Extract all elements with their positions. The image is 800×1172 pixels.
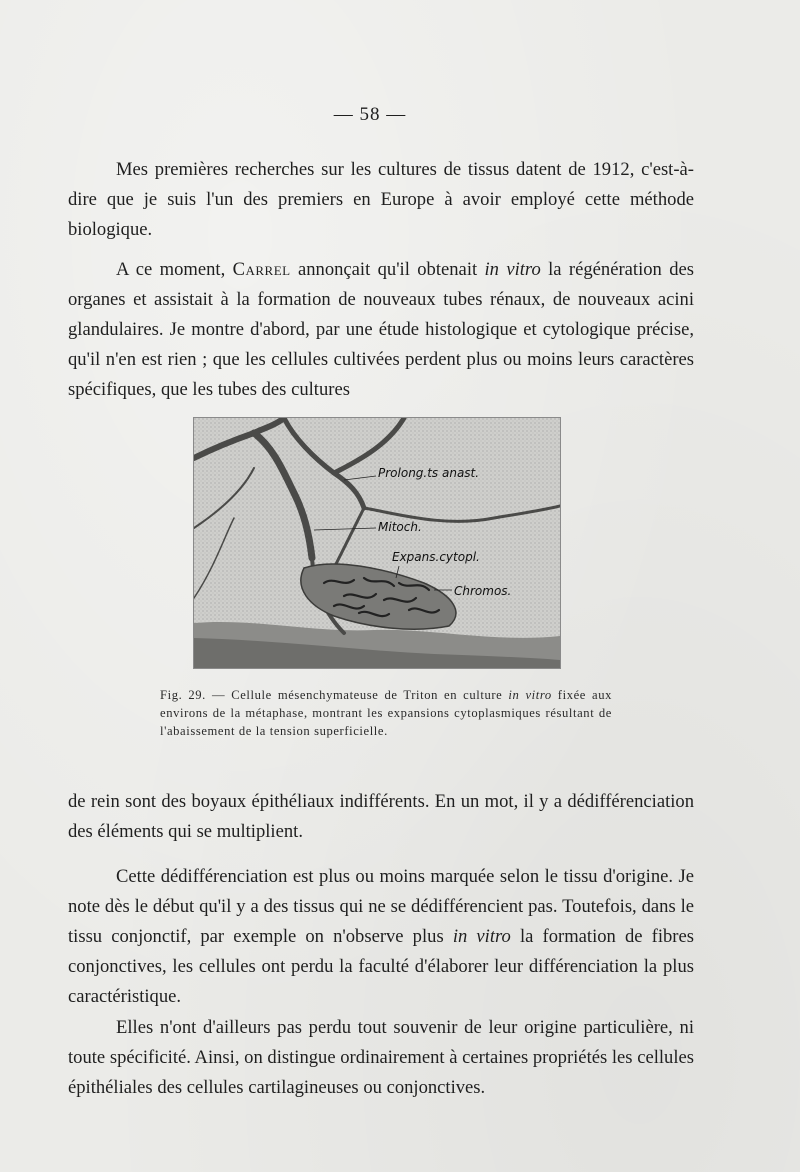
paragraph-5-text: Elles n'ont d'ailleurs pas perdu tout souvenir de leur origine particulière, ni toute spécificité. Ainsi, on distingue ordinairement à certaines propriétés les cellules épithéliales des cellules cartilagineuses ou conjonctives.: [68, 1017, 694, 1098]
paragraph-1-text: Mes premières recherches sur les cultures de tissus datent de 1912, c'est-à-dire que je suis l'un des premiers en Europe à avoir employé cette méthode biologique.: [68, 159, 694, 240]
paragraph-2-text-b: annonçait qu'il obtenait: [290, 259, 485, 280]
page-number: — 58 —: [333, 104, 407, 125]
figure-cell-micrograph: [193, 417, 561, 669]
paragraph-5: [68, 1013, 694, 1103]
label-expans-cytopl: Expans.cytopl.: [392, 550, 480, 564]
paragraph-2-text-a: A ce moment,: [116, 259, 233, 280]
author-name-carrel: Carrel: [232, 259, 291, 280]
paragraph-2: [68, 255, 694, 405]
label-mitoch: Mitoch.: [378, 520, 422, 534]
paragraph-4-text-a: Cette dédifférenciation est plus ou moins marquée selon le tissu d'origine. Je note dès le début qu'il y a des tissus qui ne se dédifférencient pas. Toutefois, dans le tissu conjonctif, par exemple on n'observe plus: [68, 866, 694, 947]
paragraph-2-italic: in vitro: [484, 259, 541, 280]
paragraph-3-text: de rein sont des boyaux épithéliaux indifférents. En un mot, il y a dédifférenciation des éléments qui se multiplient.: [68, 791, 694, 842]
paragraph-4: [68, 862, 694, 1012]
caption-text-a: Fig. 29. — Cellule mésenchymateuse de Triton en culture: [160, 688, 509, 702]
paragraph-3: [68, 787, 694, 847]
paragraph-1: [68, 155, 694, 245]
paragraph-4-italic: in vitro: [452, 926, 511, 947]
caption-text-b: fixée aux environs de la métaphase, montrant les expansions cytoplasmiques résultant de l'abaissement de la tension superficielle.: [160, 688, 613, 738]
label-chromos: Chromos.: [454, 584, 512, 598]
paragraph-4-text-b: la formation de fibres conjonctives, les cellules ont perdu la faculté d'élaborer leur différenciation la plus caractéristique.: [68, 926, 694, 1007]
paragraph-2-text-c: la régénération des organes et assistait à la formation de nouveaux tubes rénaux, de nouveaux acini glandulaires. Je montre d'abord, par une étude histologique et cytologique précise, qu'il n'en est rien ; que les cellules cultivées perdent plus ou moins leurs caractères spécifiques, que les tubes des cultures: [68, 259, 694, 400]
cell-drawing: [194, 418, 560, 668]
label-prolong-anast: Prolong.ts anast.: [378, 466, 480, 480]
caption-italic: in vitro: [508, 688, 552, 702]
figure-caption: [160, 686, 612, 740]
